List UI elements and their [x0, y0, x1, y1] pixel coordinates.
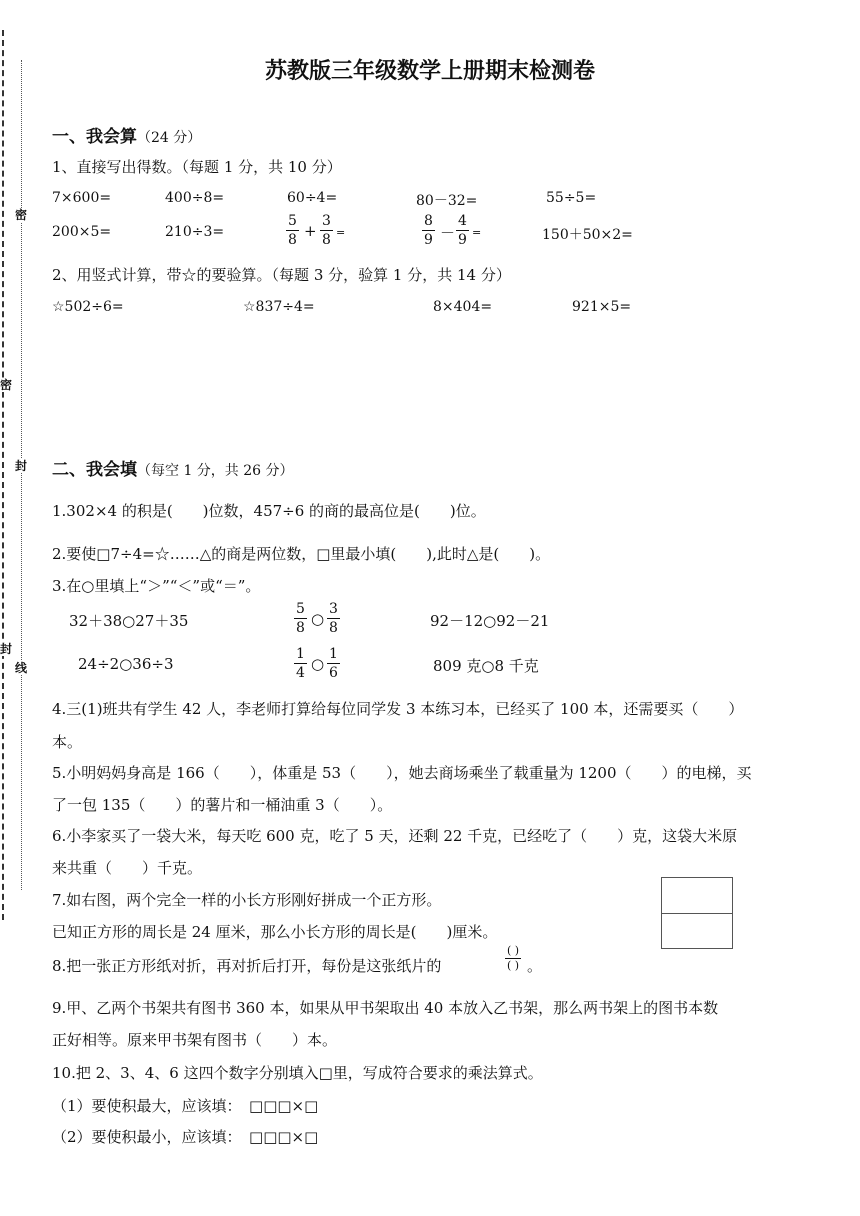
fraction — [327, 645, 340, 682]
vertical-calc-item: ☆502÷6= — [52, 299, 124, 315]
section-2-title: 二、我会填 — [52, 460, 137, 480]
question-2-4: 4.三(1)班共有学生 42 人，李老师打算给每位同学发 3 本练习本，已经买了 100 本，还需要买（ ） — [52, 700, 744, 718]
calc-item: 200×5= — [52, 224, 112, 240]
compare-circle: ○ — [311, 655, 325, 673]
question-2-10-1: （1）要使积最大，应该填： □□□×□ — [52, 1097, 319, 1115]
fraction-numerator: ( ) — [507, 944, 520, 957]
compare-item: 809 克○8 千克 — [433, 657, 539, 675]
fraction-numerator: 4 — [458, 213, 467, 229]
question-2-5-cont: 了一包 135（ ）的薯片和一桶油重 3（ ）。 — [52, 796, 393, 814]
section-2-header — [52, 455, 294, 480]
calc-item: 210÷3= — [165, 224, 225, 240]
fraction-denominator: ( ) — [507, 959, 520, 972]
fraction-numerator: 5 — [296, 601, 305, 617]
fraction-numerator: 3 — [322, 213, 331, 229]
question-2-7-cont: 已知正方形的周长是 24 厘米，那么小长方形的周长是( )厘米。 — [52, 923, 498, 941]
question-2-9: 9.甲、乙两个书架共有图书 360 本，如果从甲书架取出 40 本放入乙书架，那么两书架上的图书本数 — [52, 999, 719, 1017]
section-1-title: 一、我会算 — [52, 127, 137, 147]
question-2-10-2: （2）要使积最小，应该填： □□□×□ — [52, 1128, 319, 1146]
binding-char-5: 线 — [15, 661, 28, 675]
blank-fraction — [505, 944, 521, 973]
question-2-9-cont: 正好相等。原来甲书架有图书（ ）本。 — [52, 1031, 338, 1049]
calc-item: 80－32= — [416, 193, 478, 209]
page-title: 苏教版三年级数学上册期末检测卷 — [264, 59, 595, 84]
binding-line-inner — [21, 60, 22, 890]
fraction — [286, 212, 299, 249]
section-1-score: （24 分） — [137, 130, 202, 146]
fraction — [422, 212, 435, 249]
binding-char-4: 封 — [0, 642, 13, 656]
fraction-numerator: 1 — [296, 646, 305, 662]
question-2-8: 8.把一张正方形纸对折，再对折后打开，每份是这张纸片的 — [52, 957, 442, 975]
question-1-2: 2、用竖式计算，带☆的要验算。（每题 3 分，验算 1 分，共 14 分） — [52, 266, 511, 284]
fraction — [327, 600, 340, 637]
calc-item: 60÷4= — [287, 190, 338, 206]
question-2-7: 7.如右图，两个完全一样的小长方形刚好拼成一个正方形。 — [52, 891, 442, 909]
compare-circle: ○ — [311, 610, 325, 628]
calc-item: 150＋50×2= — [542, 227, 633, 243]
fraction — [294, 645, 307, 682]
fraction-denominator: 9 — [458, 232, 467, 248]
question-2-3: 3.在○里填上“＞”“＜”或“＝”。 — [52, 577, 261, 595]
fraction — [320, 212, 333, 249]
binding-char-1: 密 — [15, 208, 28, 222]
binding-char-2: 密 — [0, 378, 13, 392]
binding-char-3: 封 — [15, 459, 28, 473]
question-2-4-cont: 本。 — [52, 733, 83, 751]
question-2-10: 10.把 2、3、4、6 这四个数字分别填入□里，写成符合要求的乘法算式。 — [52, 1064, 543, 1082]
question-2-5: 5.小明妈妈身高是 166（ ），体重是 53（ ），她去商场乘坐了载重量为 1200（ ）的电梯，买 — [52, 764, 752, 782]
fraction-denominator: 8 — [329, 620, 338, 636]
compare-item: 32＋38○27＋35 — [69, 612, 189, 630]
question-2-6-cont: 来共重（ ）千克。 — [52, 859, 203, 877]
calc-item: 7×600= — [52, 190, 112, 206]
fraction-denominator: 6 — [329, 665, 338, 681]
fraction-denominator: 9 — [424, 232, 433, 248]
fraction-denominator: 8 — [288, 232, 297, 248]
vertical-calc-item: 921×5= — [572, 299, 632, 315]
question-2-6: 6.小李家买了一袋大米，每天吃 600 克，吃了 5 天，还剩 22 千克，已经吃了（ ）克，这袋大米原 — [52, 827, 738, 845]
fraction — [294, 600, 307, 637]
fraction-numerator: 1 — [329, 646, 338, 662]
fraction-denominator: 8 — [322, 232, 331, 248]
fraction-numerator: 3 — [329, 601, 338, 617]
question-1-1: 1、直接写出得数。（每题 1 分，共 10 分） — [52, 158, 342, 176]
fraction-denominator: 4 — [296, 665, 305, 681]
compare-item: 92－12○92－21 — [430, 612, 550, 630]
vertical-calc-item: 8×404= — [433, 299, 493, 315]
operator: － — [440, 224, 456, 242]
equals-sign: = — [336, 226, 346, 239]
vertical-calc-item: ☆837÷4= — [243, 299, 315, 315]
fraction-denominator: 8 — [296, 620, 305, 636]
question-2-1: 1.302×4 的积是( )位数，457÷6 的商的最高位是( )位。 — [52, 502, 486, 520]
fraction-numerator: 8 — [424, 213, 433, 229]
question-2-8-end: 。 — [527, 957, 543, 975]
section-2-score: （每空 1 分，共 26 分） — [137, 463, 294, 479]
binding-line-outer — [2, 30, 4, 920]
fraction — [456, 212, 469, 249]
question-2-2: 2.要使□7÷4=☆……△的商是两位数，□里最小填( ),此时△是( )。 — [52, 545, 551, 563]
calc-item: 400÷8= — [165, 190, 225, 206]
fraction-numerator: 5 — [288, 213, 297, 229]
compare-item: 24÷2○36÷3 — [78, 655, 174, 673]
operator: + — [304, 222, 317, 240]
equals-sign: = — [472, 226, 482, 239]
section-1-header — [52, 122, 201, 147]
calc-item: 55÷5= — [546, 190, 597, 206]
square-figure — [661, 877, 733, 949]
